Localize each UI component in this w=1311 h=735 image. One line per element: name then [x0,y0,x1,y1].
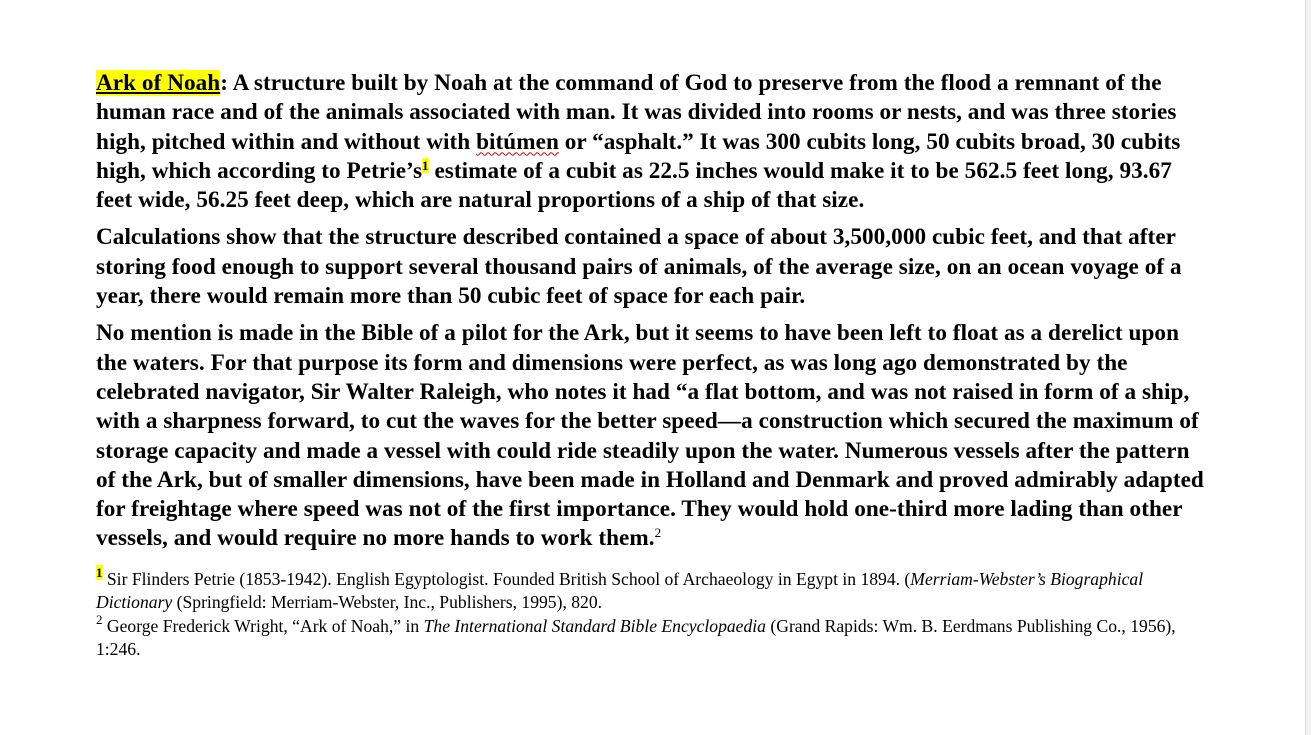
footnotes-section [96,564,1212,662]
footnote-2-text-b: (Grand Rapids: Wm. B. Eerdmans Publishing Co., 1956), 1:246. [96,615,1176,659]
paragraph1-text-c: estimate of a cubit as 22.5 inches would make it to be 562.5 feet long, 93.67 feet wide, 56.25 feet deep, which are natural proportions of a ship of that size. [96,157,1172,214]
footnote-2-source-title: The International Standard Bible Encyclopaedia [423,615,766,636]
document-body[interactable] [96,69,1212,661]
highlighted-term: Ark of Noah [96,70,221,96]
footnote-1-text-a: Sir Flinders Petrie (1853-1942). English Egyptologist. Founded British School of Archaeology in Egypt in 1894. ( [102,568,911,589]
misspelled-word[interactable]: bitúmen [476,128,559,155]
footnote-marker-1[interactable]: 1 [96,564,103,580]
footnote-1-text-b: (Springfield: Merriam-Webster, Inc., Publishers, 1995), 820. [172,592,603,613]
footnote-marker-2[interactable]: 2 [96,611,103,627]
footnote-2-text-a: George Frederick Wright, “Ark of Noah,” in [102,615,424,636]
footnote-1-source-title: Merriam-Webster’s Biographical Dictionary [96,568,1144,613]
paragraph-pilot [96,319,1212,553]
footnote-1 [96,564,1212,615]
paragraph-calculations: Calculations show that the structure described contained a space of about 3,500,000 cubic feet, and that after storing food enough to support several thousand pairs of animals, of the average size, on an ocean voyage of a year, there would remain more than 50 cubic feet of space for each pair. [96,224,1182,310]
paragraph1-text-b: or “asphalt.” It was 300 cubits long, 50 cubits broad, 30 cubits high, which according to Petrie’s [96,128,1181,184]
footnote-2 [96,611,1212,662]
footnote-ref-1[interactable]: 1 [422,157,429,173]
paragraph3-text: No mention is made in the Bible of a pilot for the Ark, but it seems to have been left to float as a derelict upon the waters. For that purpose its form and dimensions were perfect, as was long ago demonstrated by the celebrated navigator, Sir Walter Raleigh, who notes it had “a flat bottom, and was not raised in form of a ship, with a sharpness forward, to cut the waves for the better speed—a construction which secured the maximum of storage capacity and made a vessel with could ride steadily upon the water. Numerous vessels after the pattern of the Ark, but of smaller dimensions, have been made in Holland and Denmark and proved admirably adapted for freightage where speed was not of the first importance. They would hold one-third more lading than other vessels, and would require no more hands to work them. [96,320,1204,552]
window-edge-scrollbar[interactable] [1305,0,1311,735]
paragraph-ark-definition [96,69,1212,215]
footnote-ref-2[interactable]: 2 [654,525,662,541]
paragraph1-text-a: : A structure built by Noah at the command of God to preserve from the flood a remnant of the human race and of the animals associated with man. It was divided into rooms or nests, and was three stories high, pitched within and without with [96,70,1177,155]
